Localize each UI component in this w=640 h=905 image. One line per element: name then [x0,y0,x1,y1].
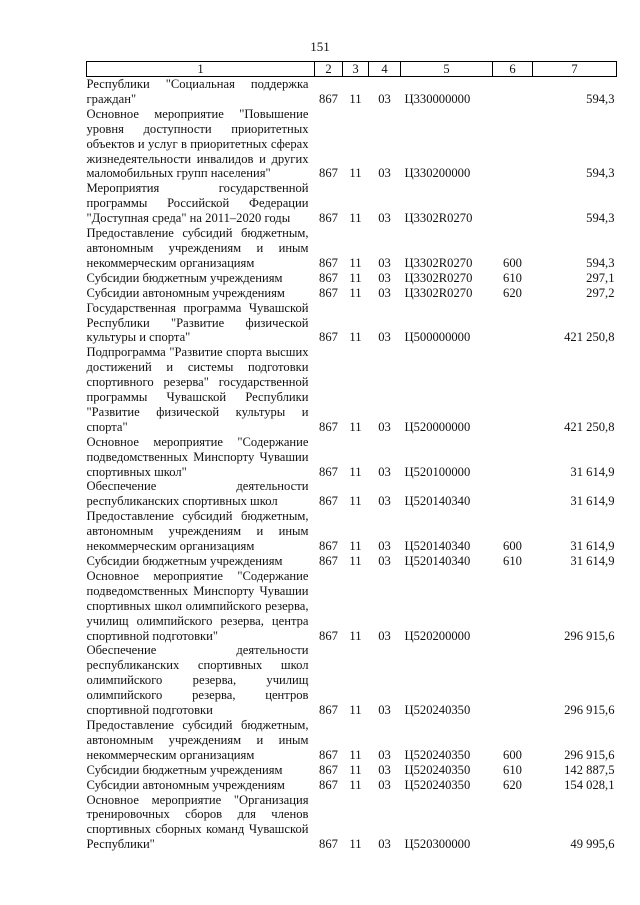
row-subsection: 03 [378,554,391,568]
row-amount: 297,2 [586,285,615,300]
table-row [87,77,617,107]
row-name: Предоставление субсидий бюджетным, автономным учреждениям и иным некоммерческим организациям [86,717,309,762]
row-name: Подпрограмма "Развитие спорта высших достижений и системы подготовки спортивного резерва" государственной программы Чувашской Республики "Развитие физической культуры и спорта" [86,345,309,434]
row-target-code: Ц520140340 [404,554,471,568]
row-expense-type: 600 [503,747,522,762]
table-row [87,107,617,182]
header-col-2: 2 [315,62,343,77]
row-section: 11 [349,494,362,509]
row-ministry: 867 [319,270,338,285]
row-subsection: 03 [378,494,391,509]
row-amount: 296 915,6 [564,747,615,762]
row-target-code: Ц520300000 [404,837,471,852]
row-subsection: 03 [378,285,391,300]
table-row [87,181,617,226]
row-amount: 142 887,5 [564,762,615,777]
row-name: Основное мероприятие "Содержание подведомственных Минспорту Чувашии спортивных школ олимпийского резерва, училищ олимпийского резерва, центра спортивной подготовки" [86,568,309,643]
row-target-code: Ц500000000 [404,330,471,345]
row-target-code: Ц330000000 [404,91,471,106]
table-row [87,554,617,569]
row-expense-type: 620 [503,285,522,300]
row-amount: 49 995,6 [570,837,615,852]
row-expense-type [493,643,533,718]
row-ministry: 867 [319,255,338,270]
row-target-code: Ц520240350 [404,762,471,777]
row-amount: 31 614,9 [570,494,615,509]
row-subsection: 03 [378,539,391,554]
row-expense-type [493,479,533,509]
row-section: 11 [349,166,362,181]
table-row [87,271,617,286]
row-subsection: 03 [378,777,391,792]
row-amount: 296 915,6 [564,703,615,718]
row-name: Государственная программа Чувашской Республики "Развитие физической культуры и спорта" [86,300,309,345]
row-amount: 594,3 [586,166,615,181]
row-subsection: 03 [378,628,391,643]
table-row [87,643,617,718]
row-ministry: 867 [319,628,338,643]
row-ministry: 867 [319,419,338,434]
row-target-code: Ц520240350 [404,703,471,718]
row-target-code: Ц520240350 [404,777,471,792]
row-name: Субсидии бюджетным учреждениям [86,270,283,285]
row-amount: 31 614,9 [570,539,615,554]
table-row [87,793,617,853]
row-target-code: Ц520200000 [404,628,471,643]
row-section: 11 [349,539,362,554]
row-section: 11 [349,628,362,643]
row-expense-type: 610 [503,554,522,568]
row-name: Обеспечение деятельности республиканских спортивных школ [86,479,309,509]
header-col-6: 6 [493,62,533,77]
row-target-code: Ц520140340 [404,494,471,509]
table-row [87,509,617,554]
row-target-code: Ц520000000 [404,419,471,434]
row-expense-type [493,181,533,226]
row-expense-type [493,107,533,182]
row-target-code: Ц520140340 [404,539,471,554]
row-subsection: 03 [378,703,391,718]
row-expense-type: 620 [503,777,522,792]
row-section: 11 [349,747,362,762]
row-ministry: 867 [319,285,338,300]
row-name: Мероприятия государственной программы Российской Федерации "Доступная среда" на 2011–2020 годы [86,181,309,226]
row-name: Предоставление субсидий бюджетным, автономным учреждениям и иным некоммерческим организациям [86,226,309,270]
row-name: Субсидии бюджетным учреждениям [86,554,283,568]
row-amount: 594,3 [586,211,615,226]
table-row [87,569,617,644]
table-row [87,718,617,763]
table-row [87,286,617,301]
table-row [87,435,617,480]
row-subsection: 03 [378,270,391,285]
table-row [87,479,617,509]
row-target-code: Ц3302R0270 [404,211,473,226]
table-row [87,301,617,346]
row-expense-type [493,435,533,480]
table-row [87,345,617,434]
row-ministry: 867 [319,166,338,181]
row-expense-type [493,345,533,434]
row-name: Основное мероприятие "Организация тренировочных сборов для членов спортивных сборных команд Чувашской Республики" [86,792,309,852]
row-section: 11 [349,270,362,285]
row-subsection: 03 [378,419,391,434]
row-target-code: Ц3302R0270 [404,270,473,285]
header-col-1: 1 [87,62,315,77]
row-subsection: 03 [378,91,391,106]
row-amount: 594,3 [586,91,615,106]
row-name: Предоставление субсидий бюджетным, автономным учреждениям и иным некоммерческим организациям [86,509,309,554]
row-section: 11 [349,777,362,792]
row-amount: 594,3 [586,255,615,270]
row-subsection: 03 [378,255,391,270]
row-amount: 296 915,6 [564,628,615,643]
row-section: 11 [349,419,362,434]
row-name: Республики "Социальная поддержка граждан" [86,77,309,106]
row-expense-type: 600 [503,539,522,554]
row-ministry: 867 [319,747,338,762]
row-subsection: 03 [378,762,391,777]
row-section: 11 [349,91,362,106]
row-amount: 421 250,8 [564,419,615,434]
row-section: 11 [349,554,362,568]
row-ministry: 867 [319,494,338,509]
row-name: Субсидии бюджетным учреждениям [86,762,283,777]
row-name: Основное мероприятие "Содержание подведомственных Минспорту Чувашии спортивных школ" [86,434,309,479]
table-header [87,62,617,77]
row-section: 11 [349,703,362,718]
row-name: Обеспечение деятельности республиканских спортивных школ олимпийского резерва, училищ олимпийского резерва, центров спортивной подготовки [86,643,309,718]
row-section: 11 [349,837,362,852]
row-expense-type: 610 [503,270,522,285]
row-ministry: 867 [319,539,338,554]
row-name: Субсидии автономным учреждениям [86,777,285,792]
budget-table [86,61,617,852]
row-subsection: 03 [378,166,391,181]
row-section: 11 [349,464,362,479]
row-expense-type: 610 [503,762,522,777]
row-ministry: 867 [319,777,338,792]
row-expense-type: 600 [503,255,522,270]
row-subsection: 03 [378,330,391,345]
table-row [87,763,617,778]
row-target-code: Ц330200000 [404,166,471,181]
row-subsection: 03 [378,211,391,226]
row-ministry: 867 [319,464,338,479]
row-expense-type [493,793,533,853]
row-target-code: Ц520240350 [404,747,471,762]
row-expense-type [493,77,533,107]
row-ministry: 867 [319,330,338,345]
row-ministry: 867 [319,91,338,106]
header-row [87,62,617,77]
row-ministry: 867 [319,762,338,777]
row-ministry: 867 [319,554,338,568]
table-body [87,77,617,853]
row-subsection: 03 [378,747,391,762]
row-amount: 297,1 [586,270,615,285]
header-col-3: 3 [343,62,369,77]
row-section: 11 [349,762,362,777]
row-amount: 31 614,9 [570,554,615,568]
row-amount: 31 614,9 [570,464,615,479]
page-number: 151 [310,39,330,54]
row-subsection: 03 [378,837,391,852]
row-subsection: 03 [378,464,391,479]
header-col-7: 7 [533,62,617,77]
row-name: Основное мероприятие "Повышение уровня доступности приоритетных объектов и услуг в приоритетных сферах жизнедеятельности инвалидов и других маломобильных групп населения" [86,106,309,181]
table-row [87,778,617,793]
row-target-code: Ц520100000 [404,464,471,479]
row-name: Субсидии автономным учреждениям [86,285,285,300]
row-amount: 154 028,1 [564,777,615,792]
header-col-4: 4 [369,62,401,77]
header-col-5: 5 [401,62,493,77]
row-amount: 421 250,8 [564,330,615,345]
row-ministry: 867 [319,837,338,852]
row-target-code: Ц3302R0270 [404,285,473,300]
table-row [87,226,617,271]
row-section: 11 [349,330,362,345]
row-section: 11 [349,285,362,300]
row-expense-type [493,301,533,346]
row-ministry: 867 [319,703,338,718]
row-section: 11 [349,211,362,226]
row-target-code: Ц3302R0270 [404,255,473,270]
row-expense-type [493,569,533,644]
row-ministry: 867 [319,211,338,226]
row-section: 11 [349,255,362,270]
